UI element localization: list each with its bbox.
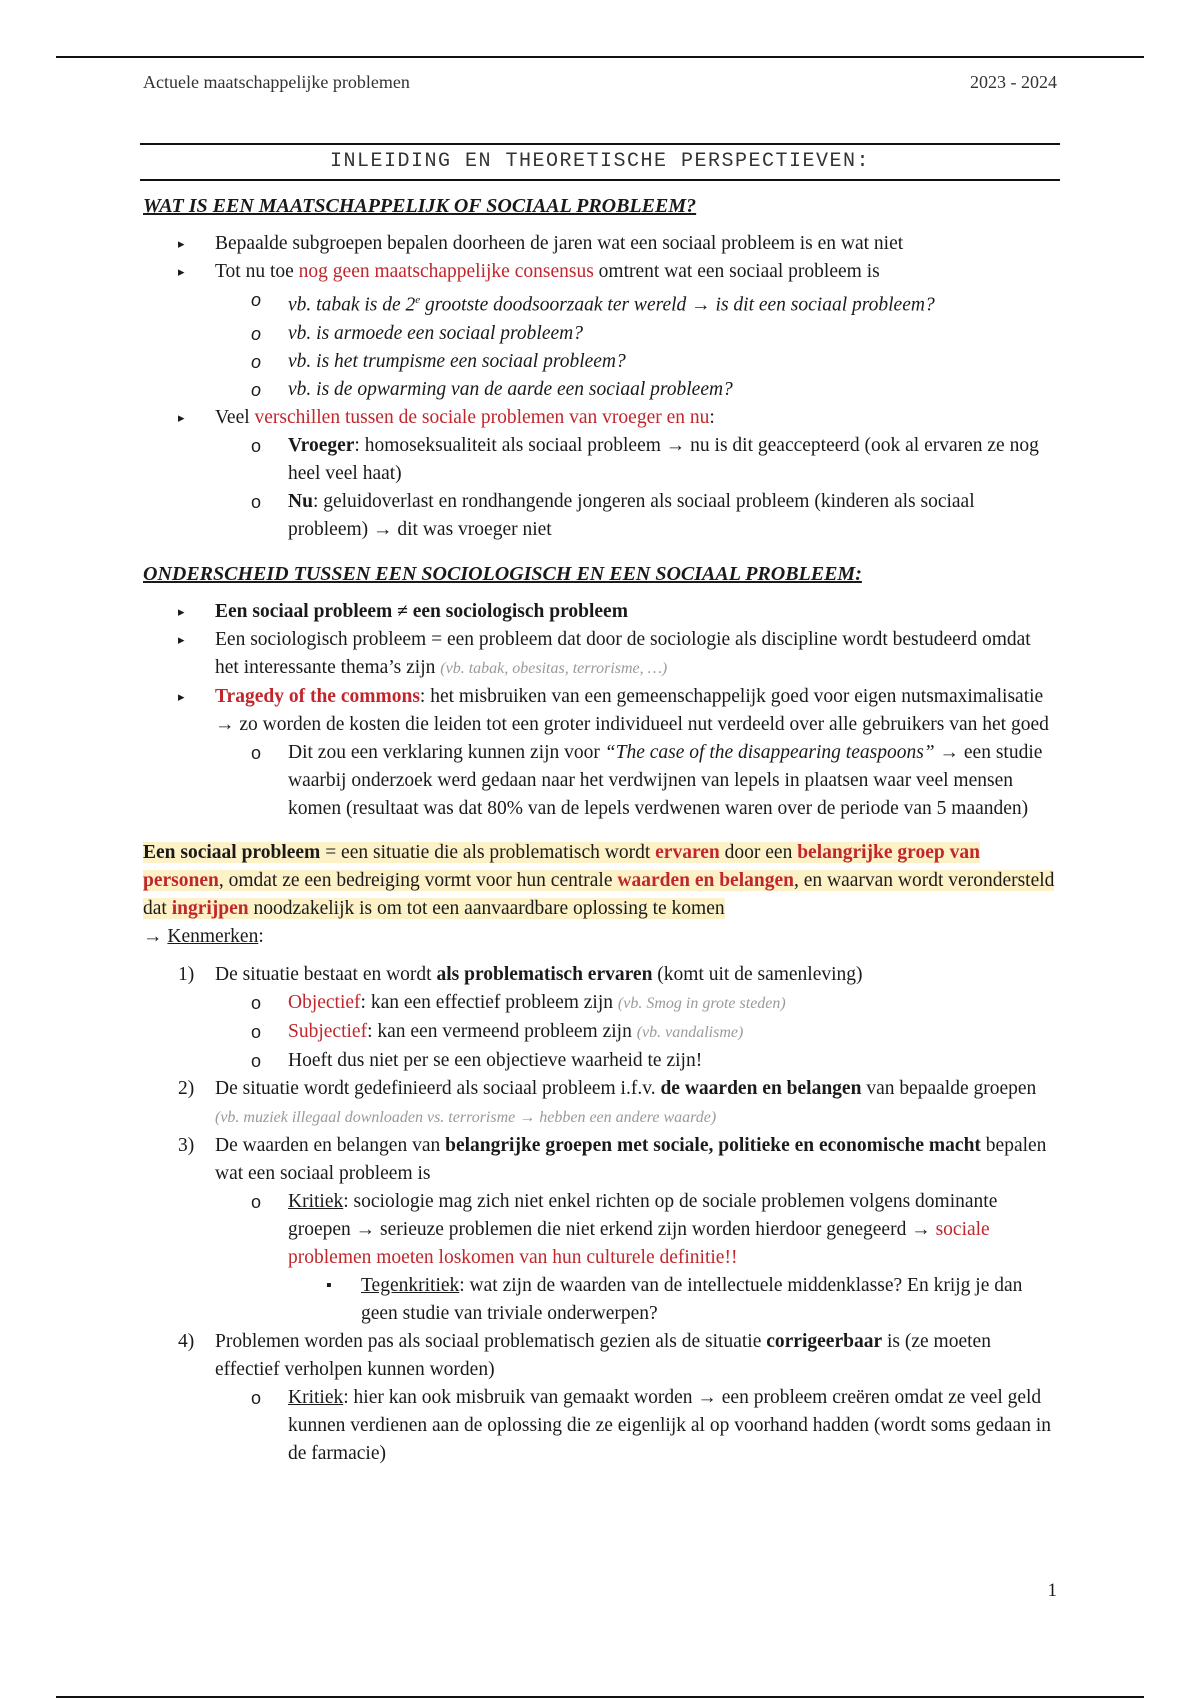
- list-item: 1) De situatie bestaat en wordt als problematisch ervaren (komt uit de samenleving) o Objectief: kan een effectief probleem zijn (vb. Smog in grote steden) o Subjectief: kan een vermeend probleem zijn (vb. vandalisme) o Hoeft dus niet per se een objectieve waarheid te zijn!: [143, 961, 1058, 1075]
- section-heading-1: WAT IS EEN MAATSCHAPPELIJK OF SOCIAAL PROBLEEM?: [143, 195, 697, 217]
- bottom-rule: [56, 1696, 1144, 1698]
- list-item: o Subjectief: kan een vermeend probleem zijn (vb. vandalisme): [143, 1018, 1058, 1047]
- header-course: Actuele maatschappelijke problemen: [143, 72, 410, 92]
- bullet-list-1: [143, 230, 1058, 544]
- list-item: o Vroeger: homoseksualiteit als sociaal probleem → nu is dit geaccepteerd (ook al ervaren ze nog heel veel haat): [143, 432, 1058, 488]
- list-item: 3) De waarden en belangen van belangrijke groepen met sociale, politieke en economische macht bepalen wat een sociaal probleem is o Kritiek: sociologie mag zich niet enkel richten op de sociale problemen volgens dominante groepen → serieuze problemen die niet erkend zijn worden hierdoor genegeerd → sociale problemen moeten loskomen van hun culturele definitie!! ▪ Tegenkritiek: wat zijn de waarden van de intellectuele middenklasse? En krijg je dan geen studie van triviale onderwerpen?: [143, 1132, 1058, 1328]
- list-item: 2) De situatie wordt gedefinieerd als sociaal probleem i.f.v. de waarden en belangen van bepaalde groepen (vb. muziek illegaal downloaden vs. terrorisme → hebben een andere waarde): [178, 1077, 1037, 1126]
- page-number: 1: [1047, 1580, 1057, 1601]
- document-body: [143, 192, 1058, 1468]
- list-item: ▸ Bepaalde subgroepen bepalen doorheen de jaren wat een sociaal probleem is en wat niet: [143, 230, 1058, 258]
- definition-paragraph: Een sociaal probleem = een situatie die als problematisch wordt ervaren door een belangrijke groep van personen, omdat ze een bedreiging vormt voor hun centrale waarden en belangen, en waarvan wordt verondersteld dat ingrijpen noodzakelijk is om tot een aanvaardbare oplossing te komen: [143, 841, 1055, 919]
- list-item: 4) Problemen worden pas als sociaal problematisch gezien als de situatie corrigeerbaar is (ze moeten effectief verholpen kunnen worden) o Kritiek: hier kan ook misbruik van gemaakt worden → een probleem creëren omdat ze veel geld kunnen verdienen aan de oplossing die ze eigenlijk al op voorhand hadden (wordt soms gedaan in de farmacie): [143, 1328, 1058, 1468]
- list-item: ▸ Een sociaal probleem ≠ een sociologisch probleem: [143, 598, 1058, 626]
- chapter-title: INLEIDING EN THEORETISCHE PERSPECTIEVEN:: [140, 143, 1060, 181]
- list-item: o Hoeft dus niet per se een objectieve waarheid te zijn!: [143, 1047, 1058, 1075]
- list-item: o vb. is armoede een sociaal probleem?: [143, 320, 1058, 348]
- list-item: o Kritiek: hier kan ook misbruik van gemaakt worden → een probleem creëren omdat ze veel geld kunnen verdienen aan de oplossing die ze eigenlijk al op voorhand hadden (wordt soms gedaan in de farmacie): [143, 1384, 1058, 1468]
- bullet-list-2: [143, 598, 1058, 823]
- header-year: 2023 - 2024: [970, 72, 1057, 92]
- kenmerken-label: → Kenmerken:: [143, 925, 264, 947]
- list-item: ▸ Tragedy of the commons: het misbruiken van een gemeenschappelijk goed voor eigen nutsmaximalisatie → zo worden de kosten die leiden tot een groter individueel nut verdeeld over alle gebruikers van het goed o Dit zou een verklaring kunnen zijn voor “The case of the disappearing teaspoons” → een studie waarbij onderzoek werd gedaan naar het verdwijnen van lepels in plaatsen waar veel mensen komen (resultaat was dat 80% van de lepels verdwenen waren over de periode van 5 maanden): [143, 683, 1058, 823]
- list-item: o vb. is de opwarming van de aarde een sociaal probleem?: [143, 376, 1058, 404]
- kenmerken-list: [143, 961, 1058, 1468]
- list-item: ▸ Een sociologisch probleem = een probleem dat door de sociologie als discipline wordt bestudeerd omdat het interessante thema’s zijn (vb. tabak, obesitas, terrorisme, …): [143, 626, 1058, 683]
- list-item: o vb. tabak is de 2e grootste doodsoorzaak ter wereld → is dit een sociaal probleem?: [143, 286, 1058, 320]
- list-item: o Objectief: kan een effectief probleem zijn (vb. Smog in grote steden): [143, 989, 1058, 1018]
- list-item: o Nu: geluidoverlast en rondhangende jongeren als sociaal probleem (kinderen als sociaal probleem) → dit was vroeger niet: [143, 488, 1058, 544]
- list-item: o Kritiek: sociologie mag zich niet enkel richten op de sociale problemen volgens dominante groepen → serieuze problemen die niet erkend zijn worden hierdoor genegeerd → sociale problemen moeten loskomen van hun culturele definitie!! ▪ Tegenkritiek: wat zijn de waarden van de intellectuele middenklasse? En krijg je dan geen studie van triviale onderwerpen?: [143, 1188, 1058, 1328]
- section-heading-2: ONDERSCHEID TUSSEN EEN SOCIOLOGISCH EN EEN SOCIAAL PROBLEEM:: [143, 562, 862, 585]
- list-item: ▸ Veel verschillen tussen de sociale problemen van vroeger en nu: o Vroeger: homoseksualiteit als sociaal probleem → nu is dit geaccepteerd (ook al ervaren ze nog heel veel haat) o Nu: geluidoverlast en rondhangende jongeren als sociaal probleem (kinderen als sociaal probleem) → dit was vroeger niet: [143, 404, 1058, 544]
- list-item: ▸ Tot nu toe nog geen maatschappelijke consensus omtrent wat een sociaal probleem is o vb. tabak is de 2e grootste doodsoorzaak ter wereld → is dit een sociaal probleem? o vb. is armoede een sociaal probleem? o vb. is het trumpisme een sociaal probleem? o vb. is de opwarming van de aarde een sociaal probleem?: [143, 258, 1058, 404]
- list-item: ▪ Tegenkritiek: wat zijn de waarden van de intellectuele middenklasse? En krijg je dan geen studie van triviale onderwerpen?: [143, 1272, 1058, 1328]
- list-item: o Dit zou een verklaring kunnen zijn voor “The case of the disappearing teaspoons” → een studie waarbij onderzoek werd gedaan naar het verdwijnen van lepels in plaatsen waar veel mensen komen (resultaat was dat 80% van de lepels verdwenen waren over de periode van 5 maanden): [143, 739, 1058, 823]
- top-rule: [56, 56, 1144, 58]
- list-item: o vb. is het trumpisme een sociaal probleem?: [143, 348, 1058, 376]
